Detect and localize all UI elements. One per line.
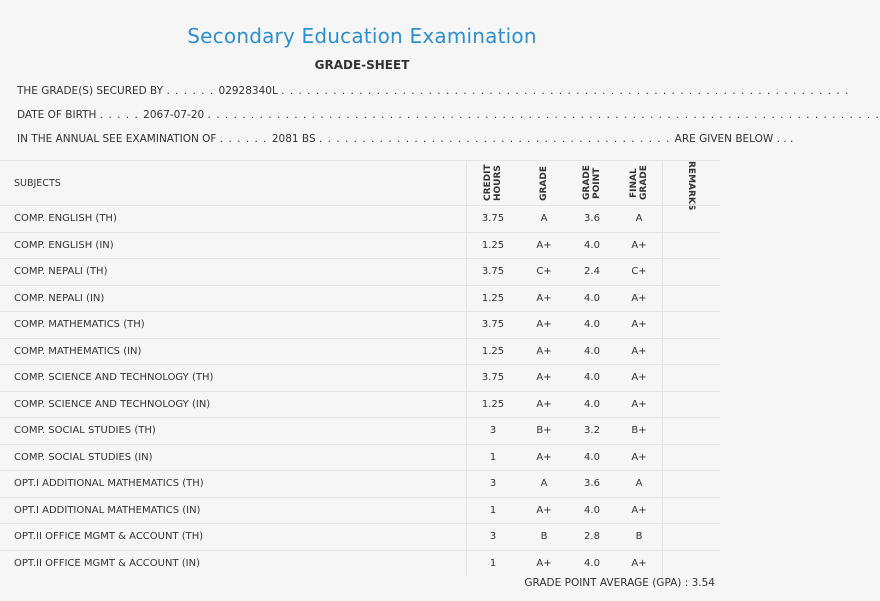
header-subjects: SUBJECTS	[14, 177, 61, 189]
credit-hours-cell: 3.75	[481, 213, 505, 225]
remarks-cell	[662, 259, 720, 285]
column-divider	[466, 551, 467, 577]
remarks-cell	[662, 551, 720, 577]
header-credit-hours	[466, 161, 520, 205]
grade-point-cell: 3.6	[584, 478, 600, 490]
remarks-cell	[662, 498, 720, 524]
subject-cell: COMP. NEPALI (IN)	[14, 292, 105, 304]
column-divider	[662, 286, 663, 312]
dot-leader: . . . . . . . . . . . . . . . . . . . . . . . . . . . . . . . . . . . . . . . . . . . . . . . . . . . . . . . . . . . . . . . . . .	[281, 85, 850, 97]
final-grade-cell: A+	[631, 239, 647, 251]
credit-hours-cell: 3.75	[481, 266, 505, 278]
column-divider	[662, 161, 663, 205]
column-divider	[466, 418, 467, 444]
table-row	[0, 523, 720, 550]
remarks-cell	[662, 392, 720, 418]
final-grade-cell: C+	[631, 266, 647, 278]
grade-point-cell: 2.8	[584, 531, 600, 543]
table-row	[0, 497, 720, 524]
subject-cell: COMP. MATHEMATICS (IN)	[14, 345, 142, 357]
final-grade-cell: A+	[631, 372, 647, 384]
header-final-grade-text: FINAL GRADE	[629, 165, 649, 201]
grade-cell: A+	[536, 292, 552, 304]
info-date-of-birth	[17, 109, 880, 121]
column-divider	[662, 551, 663, 577]
gpa-value: 3.54	[691, 577, 715, 589]
table-row	[0, 550, 720, 577]
remarks-cell	[662, 471, 720, 497]
remarks-cell	[662, 312, 720, 338]
page-title: Secondary Education Examination	[187, 24, 537, 48]
dot-leader: . . . . . .	[219, 133, 272, 145]
dot-leader: . . . . . .	[166, 85, 219, 97]
table-row	[0, 311, 720, 338]
table-row	[0, 285, 720, 312]
info-secured-by	[17, 85, 850, 97]
credit-hours-cell: 1.25	[481, 398, 505, 410]
credit-hours-cell: 1	[489, 451, 497, 463]
remarks-cell	[662, 206, 720, 232]
grade-cell: C+	[536, 266, 552, 278]
table-row	[0, 258, 720, 285]
remarks-cell	[662, 524, 720, 550]
column-divider	[662, 471, 663, 497]
credit-hours-cell: 3	[489, 531, 497, 543]
grade-cell: A	[540, 478, 548, 490]
grade-table	[0, 160, 720, 576]
column-divider	[466, 392, 467, 418]
secured-by-label: THE GRADE(S) SECURED BY	[17, 85, 164, 97]
column-divider	[662, 259, 663, 285]
column-divider	[466, 161, 467, 205]
table-row	[0, 444, 720, 471]
grade-point-cell: 4.0	[584, 345, 600, 357]
remarks-cell	[662, 233, 720, 259]
column-divider	[662, 339, 663, 365]
gpa-label: GRADE POINT AVERAGE (GPA) :	[524, 577, 689, 589]
remarks-cell	[662, 286, 720, 312]
dot-leader: . . . . .	[99, 109, 144, 121]
column-divider	[466, 312, 467, 338]
final-grade-cell: A	[635, 478, 643, 490]
subject-cell: COMP. SCIENCE AND TECHNOLOGY (IN)	[14, 398, 211, 410]
final-grade-cell: B	[635, 531, 643, 543]
dob-value: 2067-07-20	[143, 109, 205, 121]
exam-label: IN THE ANNUAL SEE EXAMINATION OF	[17, 133, 217, 145]
final-grade-cell: A+	[631, 451, 647, 463]
column-divider	[662, 498, 663, 524]
dob-label: DATE OF BIRTH	[17, 109, 97, 121]
column-divider	[662, 365, 663, 391]
header-remarks	[662, 161, 720, 211]
header-grade	[520, 161, 568, 205]
header-grade-text: GRADE	[539, 165, 549, 201]
grade-point-cell: 4.0	[584, 398, 600, 410]
column-divider	[662, 312, 663, 338]
grade-cell: A+	[536, 451, 552, 463]
final-grade-cell: A+	[631, 504, 647, 516]
column-divider	[662, 418, 663, 444]
subject-cell: COMP. MATHEMATICS (TH)	[14, 319, 145, 331]
dot-leader: . . . . . . . . . . . . . . . . . . . . . . . . . . . . . . . . . . . . . . . . . . . . . . . . . . . . . . . . . . . . . . . . . . . . . . . . . . . . . .	[207, 109, 880, 121]
grade-cell: A	[540, 213, 548, 225]
grade-point-cell: 4.0	[584, 292, 600, 304]
table-row	[0, 232, 720, 259]
grade-cell: A+	[536, 557, 552, 569]
credit-hours-cell: 1	[489, 504, 497, 516]
table-row	[0, 364, 720, 391]
table-row	[0, 205, 720, 232]
subject-cell: OPT.II OFFICE MGMT & ACCOUNT (IN)	[14, 557, 200, 569]
table-row	[0, 338, 720, 365]
exam-value: 2081 BS	[271, 133, 316, 145]
column-divider	[466, 524, 467, 550]
final-grade-cell: B+	[631, 425, 647, 437]
grade-cell: A+	[536, 319, 552, 331]
credit-hours-cell: 3.75	[481, 372, 505, 384]
header-grade-point-text: GRADE POINT	[582, 165, 602, 201]
grade-cell: B	[540, 531, 548, 543]
grade-cell: A+	[536, 239, 552, 251]
column-divider	[466, 339, 467, 365]
column-divider	[466, 498, 467, 524]
remarks-cell	[662, 418, 720, 444]
column-divider	[466, 471, 467, 497]
credit-hours-cell: 3.75	[481, 319, 505, 331]
column-divider	[662, 206, 663, 232]
header-final-grade	[616, 161, 662, 205]
grade-point-cell: 3.2	[584, 425, 600, 437]
grade-cell: A+	[536, 398, 552, 410]
subject-cell: OPT.I ADDITIONAL MATHEMATICS (TH)	[14, 478, 204, 490]
header-grade-point	[568, 161, 616, 205]
final-grade-cell: A+	[631, 345, 647, 357]
subject-cell: OPT.II OFFICE MGMT & ACCOUNT (TH)	[14, 531, 204, 543]
grade-cell: A+	[536, 345, 552, 357]
column-divider	[466, 233, 467, 259]
page-subtitle: GRADE-SHEET	[314, 58, 410, 72]
credit-hours-cell: 1.25	[481, 345, 505, 357]
subject-cell: COMP. ENGLISH (TH)	[14, 213, 117, 225]
grade-point-cell: 3.6	[584, 213, 600, 225]
final-grade-cell: A+	[631, 398, 647, 410]
secured-by-value: 02928340L	[218, 85, 278, 97]
column-divider	[466, 365, 467, 391]
column-divider	[662, 233, 663, 259]
final-grade-cell: A+	[631, 319, 647, 331]
final-grade-cell: A+	[631, 557, 647, 569]
remarks-cell	[662, 365, 720, 391]
grade-cell: A+	[536, 504, 552, 516]
table-row	[0, 417, 720, 444]
subject-cell: COMP. SOCIAL STUDIES (TH)	[14, 425, 156, 437]
credit-hours-cell: 3	[489, 425, 497, 437]
grade-point-cell: 4.0	[584, 372, 600, 384]
column-divider	[466, 286, 467, 312]
header-remarks-text: REMARKS	[686, 161, 696, 211]
grade-point-cell: 4.0	[584, 319, 600, 331]
gpa-summary	[524, 577, 715, 589]
table-body	[0, 205, 720, 576]
subject-cell: COMP. ENGLISH (IN)	[14, 239, 114, 251]
column-divider	[466, 206, 467, 232]
column-divider	[466, 445, 467, 471]
credit-hours-cell: 1.25	[481, 239, 505, 251]
grade-point-cell: 4.0	[584, 451, 600, 463]
table-row	[0, 470, 720, 497]
subject-cell: COMP. NEPALI (TH)	[14, 266, 108, 278]
info-exam	[17, 133, 794, 145]
remarks-cell	[662, 339, 720, 365]
grade-point-cell: 4.0	[584, 239, 600, 251]
dot-leader: . . . . . . . . . . . . . . . . . . . . . . . . . . . . . . . . . . . . . . . . .	[318, 133, 675, 145]
grade-cell: A+	[536, 372, 552, 384]
grade-cell: B+	[536, 425, 552, 437]
grade-point-cell: 4.0	[584, 504, 600, 516]
credit-hours-cell: 3	[489, 478, 497, 490]
final-grade-cell: A+	[631, 292, 647, 304]
subject-cell: COMP. SOCIAL STUDIES (IN)	[14, 451, 153, 463]
credit-hours-cell: 1.25	[481, 292, 505, 304]
column-divider	[662, 392, 663, 418]
table-row	[0, 391, 720, 418]
remarks-cell	[662, 445, 720, 471]
credit-hours-cell: 1	[489, 557, 497, 569]
table-header-row	[0, 160, 720, 211]
grade-point-cell: 2.4	[584, 266, 600, 278]
column-divider	[466, 259, 467, 285]
subject-cell: COMP. SCIENCE AND TECHNOLOGY (TH)	[14, 372, 214, 384]
column-divider	[662, 524, 663, 550]
header-credit-hours-text: CREDIT HOURS	[483, 164, 503, 202]
final-grade-cell: A	[635, 213, 643, 225]
exam-suffix: ARE GIVEN BELOW . . .	[674, 133, 794, 145]
grade-point-cell: 4.0	[584, 557, 600, 569]
subject-cell: OPT.I ADDITIONAL MATHEMATICS (IN)	[14, 504, 201, 516]
column-divider	[662, 445, 663, 471]
